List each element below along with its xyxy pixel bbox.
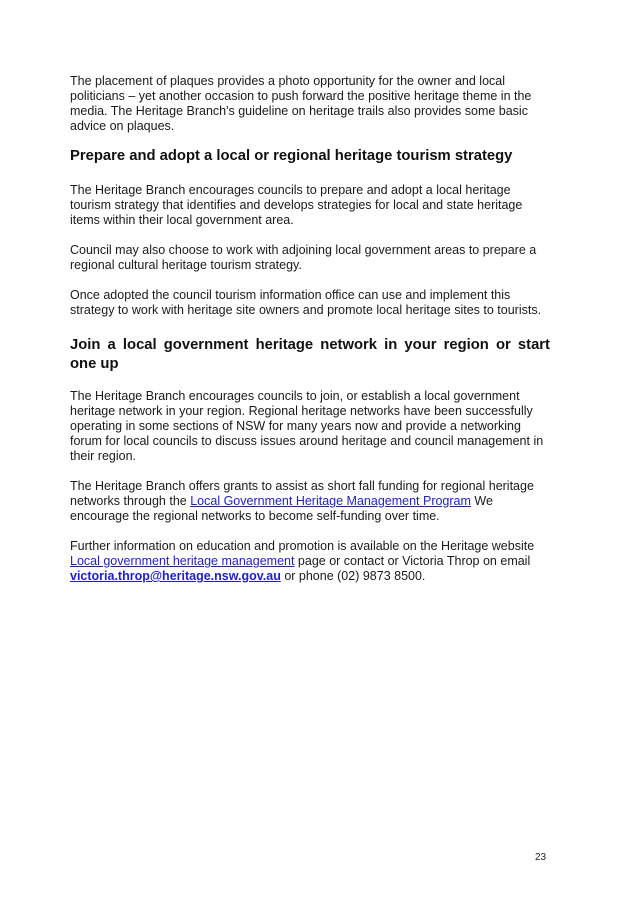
tourism-paragraph-2: Council may also choose to work with adjoining local government areas to prepare a regional cultural heritage tourism strategy. bbox=[70, 243, 537, 272]
network-paragraph-2-text-after: We encourage the regional networks to become self-funding over time. bbox=[70, 494, 493, 523]
further-info-paragraph bbox=[70, 539, 550, 584]
page-number: 23 bbox=[535, 852, 547, 863]
further-info-text-middle: page or contact or Victoria Throp on email bbox=[294, 554, 531, 568]
tourism-paragraph-1: The Heritage Branch encourages councils to prepare and adopt a local heritage tourism strategy that identifies and develops strategies for local and state heritage items within their local government area. bbox=[70, 183, 523, 227]
heritage-management-link[interactable]: Local government heritage management bbox=[70, 554, 295, 568]
further-info-text-before: Further information on education and promotion is available on the Heritage website bbox=[70, 539, 535, 553]
intro-paragraph: The placement of plaques provides a photo opportunity for the owner and local politicians – yet another occasion to push forward the positive heritage theme in the media. The Heritage Branch's guideline on heritage trails also provides some basic advice on plaques. bbox=[70, 74, 532, 133]
program-link[interactable]: Local Government Heritage Management Program bbox=[190, 494, 471, 508]
heading-heritage-network: Join a local government heritage network in your region or start one up bbox=[70, 337, 550, 372]
email-link[interactable]: victoria.throp@heritage.nsw.gov.au bbox=[70, 569, 281, 583]
network-paragraph-1: The Heritage Branch encourages councils to join, or establish a local government heritage network in your region. Regional heritage networks have been successfully operating in some sections of NSW for many years now and provide a networking forum for local councils to discuss issues around heritage and council management in their region. bbox=[70, 389, 544, 463]
heading-tourism-strategy: Prepare and adopt a local or regional heritage tourism strategy bbox=[70, 148, 513, 164]
tourism-paragraph-3: Once adopted the council tourism information office can use and implement this strategy to work with heritage site owners and promote local heritage sites to tourists. bbox=[70, 288, 542, 317]
network-paragraph-2 bbox=[70, 479, 550, 524]
network-paragraph-2-text-before: The Heritage Branch offers grants to assist as short fall funding for regional heritage networks through the bbox=[70, 479, 534, 508]
document-page bbox=[70, 74, 550, 584]
further-info-text-after: or phone (02) 9873 8500. bbox=[280, 569, 426, 583]
